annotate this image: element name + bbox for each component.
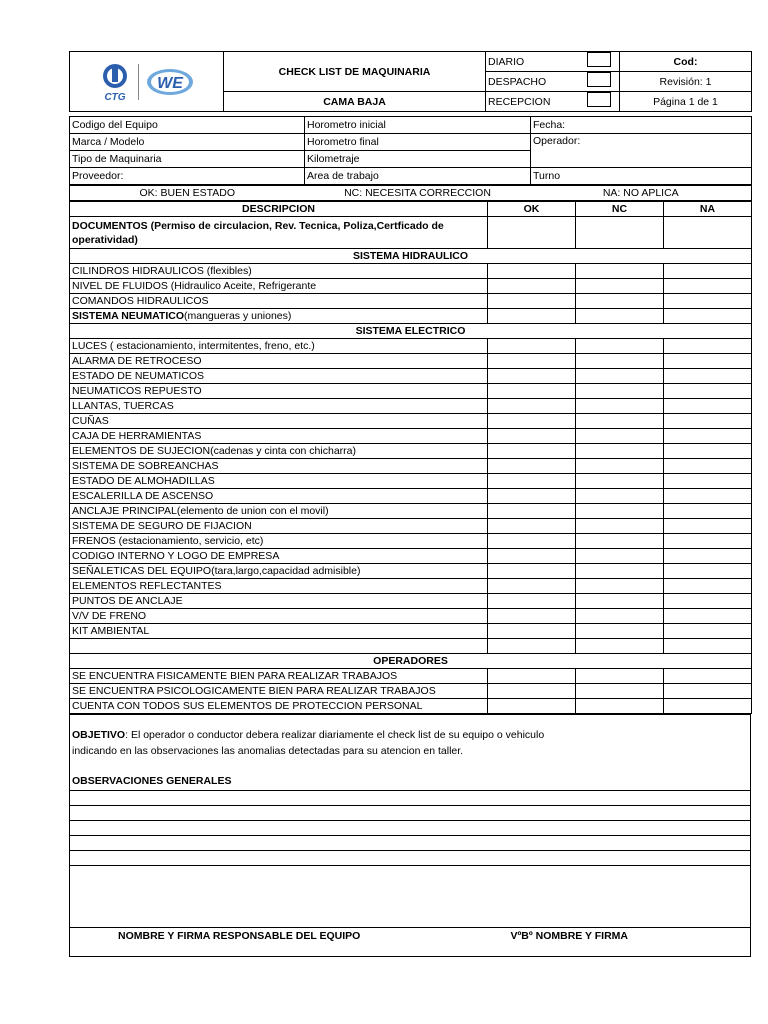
option-despacho: DESPACHO bbox=[486, 72, 580, 92]
cod-label: Cod: bbox=[620, 52, 752, 72]
nc-cell[interactable] bbox=[576, 429, 664, 444]
nc-cell[interactable] bbox=[576, 294, 664, 309]
na-cell[interactable] bbox=[664, 459, 752, 474]
section-electrico: SISTEMA ELECTRICO bbox=[70, 324, 752, 339]
nc-cell[interactable] bbox=[576, 489, 664, 504]
checklist-row bbox=[70, 609, 752, 624]
na-cell[interactable] bbox=[664, 504, 752, 519]
nc-cell[interactable] bbox=[576, 369, 664, 384]
nc-cell[interactable] bbox=[576, 594, 664, 609]
item-label: CUÑAS bbox=[70, 414, 488, 429]
logo-cell bbox=[70, 52, 224, 112]
item-label: ESTADO DE ALMOHADILLAS bbox=[70, 474, 488, 489]
despacho-checkbox[interactable] bbox=[587, 72, 611, 87]
checklist-row bbox=[70, 669, 752, 684]
header-table bbox=[69, 51, 752, 112]
form-title: CHECK LIST DE MAQUINARIA bbox=[224, 52, 486, 92]
objetivo-block bbox=[70, 715, 751, 791]
checklist-row bbox=[70, 504, 752, 519]
na-cell[interactable] bbox=[664, 309, 752, 324]
nc-cell[interactable] bbox=[576, 669, 664, 684]
observation-line[interactable] bbox=[70, 806, 751, 821]
nc-cell[interactable] bbox=[576, 264, 664, 279]
nc-cell[interactable] bbox=[576, 579, 664, 594]
item-label: ESTADO DE NEUMATICOS bbox=[70, 369, 488, 384]
nc-cell[interactable] bbox=[576, 309, 664, 324]
marca-field[interactable]: Marca / Modelo bbox=[70, 134, 305, 151]
ok-cell[interactable] bbox=[488, 639, 576, 654]
logo-divider bbox=[138, 64, 139, 100]
observation-line[interactable] bbox=[70, 791, 751, 806]
checklist-row bbox=[70, 579, 752, 594]
nc-cell[interactable] bbox=[576, 609, 664, 624]
na-cell[interactable] bbox=[664, 549, 752, 564]
ok-cell[interactable] bbox=[488, 699, 576, 714]
area-field[interactable]: Area de trabajo bbox=[305, 168, 531, 185]
na-cell[interactable] bbox=[664, 489, 752, 504]
ok-cell[interactable] bbox=[488, 354, 576, 369]
signature-area[interactable] bbox=[70, 866, 751, 928]
checklist-row bbox=[70, 429, 752, 444]
codigo-field[interactable]: Codigo del Equipo bbox=[70, 117, 305, 134]
na-cell[interactable] bbox=[664, 474, 752, 489]
electrico-rows bbox=[70, 339, 752, 639]
na-cell[interactable] bbox=[664, 217, 752, 249]
checklist-row bbox=[70, 384, 752, 399]
objetivo-line2: indicando en las observaciones las anomalias detectadas para su atencion en taller. bbox=[72, 745, 464, 757]
nc-cell[interactable] bbox=[576, 549, 664, 564]
item-label: SE ENCUENTRA PSICOLOGICAMENTE BIEN PARA REALIZAR TRABAJOS bbox=[70, 684, 488, 699]
item-label: ESCALERILLA DE ASCENSO bbox=[70, 489, 488, 504]
ok-cell[interactable] bbox=[488, 294, 576, 309]
ok-cell[interactable] bbox=[488, 309, 576, 324]
ok-cell[interactable] bbox=[488, 624, 576, 639]
ok-cell[interactable] bbox=[488, 684, 576, 699]
item-label: ELEMENTOS REFLECTANTES bbox=[70, 579, 488, 594]
ok-cell[interactable] bbox=[488, 594, 576, 609]
column-na: NA bbox=[664, 202, 752, 217]
ok-cell[interactable] bbox=[488, 549, 576, 564]
nc-cell[interactable] bbox=[576, 699, 664, 714]
checklist-row bbox=[70, 549, 752, 564]
item-label: CILINDROS HIDRAULICOS (flexibles) bbox=[70, 264, 488, 279]
item-label: ELEMENTOS DE SUJECION(cadenas y cinta con chicharra) bbox=[70, 444, 488, 459]
we-logo-icon bbox=[145, 67, 195, 97]
nc-cell[interactable] bbox=[576, 217, 664, 249]
na-cell[interactable] bbox=[664, 684, 752, 699]
item-label: NIVEL DE FLUIDOS (Hidraulico Aceite, Refrigerante bbox=[70, 279, 488, 294]
proveedor-field[interactable]: Proveedor: bbox=[70, 168, 305, 185]
na-cell[interactable] bbox=[664, 429, 752, 444]
objetivo-label: OBJETIVO bbox=[72, 729, 126, 741]
item-label: CODIGO INTERNO Y LOGO DE EMPRESA bbox=[70, 549, 488, 564]
option-recepcion: RECEPCION bbox=[486, 92, 580, 112]
nc-cell[interactable] bbox=[576, 534, 664, 549]
kilometraje-field[interactable]: Kilometraje bbox=[305, 151, 531, 168]
form-subtitle: CAMA BAJA bbox=[224, 92, 486, 112]
ok-cell[interactable] bbox=[488, 217, 576, 249]
checklist-row bbox=[70, 369, 752, 384]
column-ok: OK bbox=[488, 202, 576, 217]
page-label: Página 1 de 1 bbox=[620, 92, 752, 112]
ok-cell[interactable] bbox=[488, 534, 576, 549]
revision-label: Revisión: 1 bbox=[620, 72, 752, 92]
column-nc: NC bbox=[576, 202, 664, 217]
item-label: PUNTOS DE ANCLAJE bbox=[70, 594, 488, 609]
recepcion-checkbox[interactable] bbox=[587, 92, 611, 107]
na-cell[interactable] bbox=[664, 294, 752, 309]
checklist-row bbox=[70, 399, 752, 414]
item-label: LLANTAS, TUERCAS bbox=[70, 399, 488, 414]
ok-cell[interactable] bbox=[488, 264, 576, 279]
option-diario: DIARIO bbox=[486, 52, 580, 72]
na-cell[interactable] bbox=[664, 399, 752, 414]
tipo-field[interactable]: Tipo de Maquinaria bbox=[70, 151, 305, 168]
ctg-logo-text: CTG bbox=[104, 91, 126, 102]
nc-cell[interactable] bbox=[576, 474, 664, 489]
responsable-signature-label: NOMBRE Y FIRMA RESPONSABLE DEL EQUIPO bbox=[118, 930, 361, 942]
info-table bbox=[69, 116, 752, 185]
legend-nc: NC: NECESITA CORRECCION bbox=[305, 186, 531, 201]
ok-cell[interactable] bbox=[488, 669, 576, 684]
item-label: SISTEMA DE SOBREANCHAS bbox=[70, 459, 488, 474]
ok-cell[interactable] bbox=[488, 399, 576, 414]
na-cell[interactable] bbox=[664, 354, 752, 369]
nc-cell[interactable] bbox=[576, 399, 664, 414]
checklist-row bbox=[70, 354, 752, 369]
na-cell[interactable] bbox=[664, 264, 752, 279]
item-label: FRENOS (estacionamiento, servicio, etc) bbox=[70, 534, 488, 549]
checklist-row bbox=[70, 564, 752, 579]
checklist-row bbox=[70, 444, 752, 459]
nc-cell[interactable] bbox=[576, 504, 664, 519]
item-label: COMANDOS HIDRAULICOS bbox=[70, 294, 488, 309]
operadores-rows bbox=[70, 669, 752, 714]
objetivo-line1: : El operador o conductor debera realizar diariamente el check list de su equipo o vehiculo bbox=[125, 729, 545, 741]
na-cell[interactable] bbox=[664, 279, 752, 294]
observation-line[interactable] bbox=[70, 851, 751, 866]
na-cell[interactable] bbox=[664, 384, 752, 399]
na-cell[interactable] bbox=[664, 609, 752, 624]
checklist-row bbox=[70, 594, 752, 609]
checklist-row bbox=[70, 339, 752, 354]
documentos-row-label: DOCUMENTOS (Permiso de circulacion, Rev. Tecnica, Poliza,Certficado de operatividad) bbox=[70, 217, 488, 249]
signature-labels bbox=[70, 928, 751, 957]
na-cell[interactable] bbox=[664, 699, 752, 714]
checklist-sheet bbox=[69, 51, 751, 957]
horometro-inicial-field[interactable]: Horometro inicial bbox=[305, 117, 531, 134]
nc-cell[interactable] bbox=[576, 459, 664, 474]
nc-cell[interactable] bbox=[576, 339, 664, 354]
checklist-row bbox=[70, 474, 752, 489]
item-label: SE ENCUENTRA FISICAMENTE BIEN PARA REALIZAR TRABAJOS bbox=[70, 669, 488, 684]
nc-cell[interactable] bbox=[576, 354, 664, 369]
ctg-logo-icon bbox=[98, 62, 132, 102]
horometro-final-field[interactable]: Horometro final bbox=[305, 134, 531, 151]
nc-cell[interactable] bbox=[576, 384, 664, 399]
nc-cell[interactable] bbox=[576, 684, 664, 699]
we-logo-text: WE bbox=[157, 74, 183, 92]
item-label: CUENTA CON TODOS SUS ELEMENTOS DE PROTECCION PERSONAL bbox=[70, 699, 488, 714]
item-label: V/V DE FRENO bbox=[70, 609, 488, 624]
item-label: ALARMA DE RETROCESO bbox=[70, 354, 488, 369]
ok-cell[interactable] bbox=[488, 414, 576, 429]
nc-cell[interactable] bbox=[576, 624, 664, 639]
ok-cell[interactable] bbox=[488, 384, 576, 399]
ok-cell[interactable] bbox=[488, 279, 576, 294]
diario-checkbox[interactable] bbox=[587, 52, 611, 67]
na-cell[interactable] bbox=[664, 669, 752, 684]
legend-ok: OK: BUEN ESTADO bbox=[70, 186, 305, 201]
item-label: ANCLAJE PRINCIPAL(elemento de union con el movil) bbox=[70, 504, 488, 519]
section-hidraulico: SISTEMA HIDRAULICO bbox=[70, 249, 752, 264]
checklist-table bbox=[69, 201, 752, 714]
ok-cell[interactable] bbox=[488, 519, 576, 534]
na-cell[interactable] bbox=[664, 339, 752, 354]
checklist-row bbox=[70, 414, 752, 429]
item-label: LUCES ( estacionamiento, intermitentes, freno, etc.) bbox=[70, 339, 488, 354]
checklist-row bbox=[70, 459, 752, 474]
na-cell[interactable] bbox=[664, 534, 752, 549]
na-cell[interactable] bbox=[664, 414, 752, 429]
na-cell[interactable] bbox=[664, 624, 752, 639]
na-cell[interactable] bbox=[664, 594, 752, 609]
item-label: KIT AMBIENTAL bbox=[70, 624, 488, 639]
ok-cell[interactable] bbox=[488, 429, 576, 444]
operador-field[interactable]: Operador: bbox=[531, 134, 752, 168]
legend-na: NA: NO APLICA bbox=[531, 186, 752, 201]
checklist-row bbox=[70, 519, 752, 534]
ok-cell[interactable] bbox=[488, 459, 576, 474]
nc-cell[interactable] bbox=[576, 564, 664, 579]
ok-cell[interactable] bbox=[488, 579, 576, 594]
ok-cell[interactable] bbox=[488, 369, 576, 384]
item-label: SISTEMA NEUMATICO(mangueras y uniones) bbox=[70, 309, 488, 324]
column-descripcion: DESCRIPCION bbox=[70, 202, 488, 217]
nc-cell[interactable] bbox=[576, 279, 664, 294]
na-cell[interactable] bbox=[664, 444, 752, 459]
ok-cell[interactable] bbox=[488, 489, 576, 504]
notes-table bbox=[69, 714, 751, 957]
checklist-row bbox=[70, 699, 752, 714]
item-label bbox=[70, 639, 488, 654]
section-operadores: OPERADORES bbox=[70, 654, 752, 669]
legend-table bbox=[69, 185, 752, 201]
checklist-row bbox=[70, 534, 752, 549]
item-label: SEÑALETICAS DEL EQUIPO(tara,largo,capacidad admisible) bbox=[70, 564, 488, 579]
na-cell[interactable] bbox=[664, 369, 752, 384]
item-label: NEUMATICOS REPUESTO bbox=[70, 384, 488, 399]
checklist-row bbox=[70, 489, 752, 504]
item-label: SISTEMA DE SEGURO DE FIJACION bbox=[70, 519, 488, 534]
ok-cell[interactable] bbox=[488, 609, 576, 624]
na-cell[interactable] bbox=[664, 519, 752, 534]
item-label: CAJA DE HERRAMIENTAS bbox=[70, 429, 488, 444]
observation-line[interactable] bbox=[70, 821, 751, 836]
turno-field[interactable]: Turno bbox=[531, 168, 752, 185]
nc-cell[interactable] bbox=[576, 444, 664, 459]
ok-cell[interactable] bbox=[488, 564, 576, 579]
vobo-signature-label: VºBº NOMBRE Y FIRMA bbox=[510, 930, 628, 942]
observation-line[interactable] bbox=[70, 836, 751, 851]
ok-cell[interactable] bbox=[488, 474, 576, 489]
checklist-row bbox=[70, 684, 752, 699]
ok-cell[interactable] bbox=[488, 504, 576, 519]
ok-cell[interactable] bbox=[488, 444, 576, 459]
nc-cell[interactable] bbox=[576, 519, 664, 534]
checklist-row bbox=[70, 624, 752, 639]
fecha-field[interactable]: Fecha: bbox=[531, 117, 752, 134]
nc-cell[interactable] bbox=[576, 414, 664, 429]
nc-cell[interactable] bbox=[576, 639, 664, 654]
na-cell[interactable] bbox=[664, 579, 752, 594]
observaciones-label: OBSERVACIONES GENERALES bbox=[72, 775, 232, 787]
na-cell[interactable] bbox=[664, 564, 752, 579]
ok-cell[interactable] bbox=[488, 339, 576, 354]
na-cell[interactable] bbox=[664, 639, 752, 654]
